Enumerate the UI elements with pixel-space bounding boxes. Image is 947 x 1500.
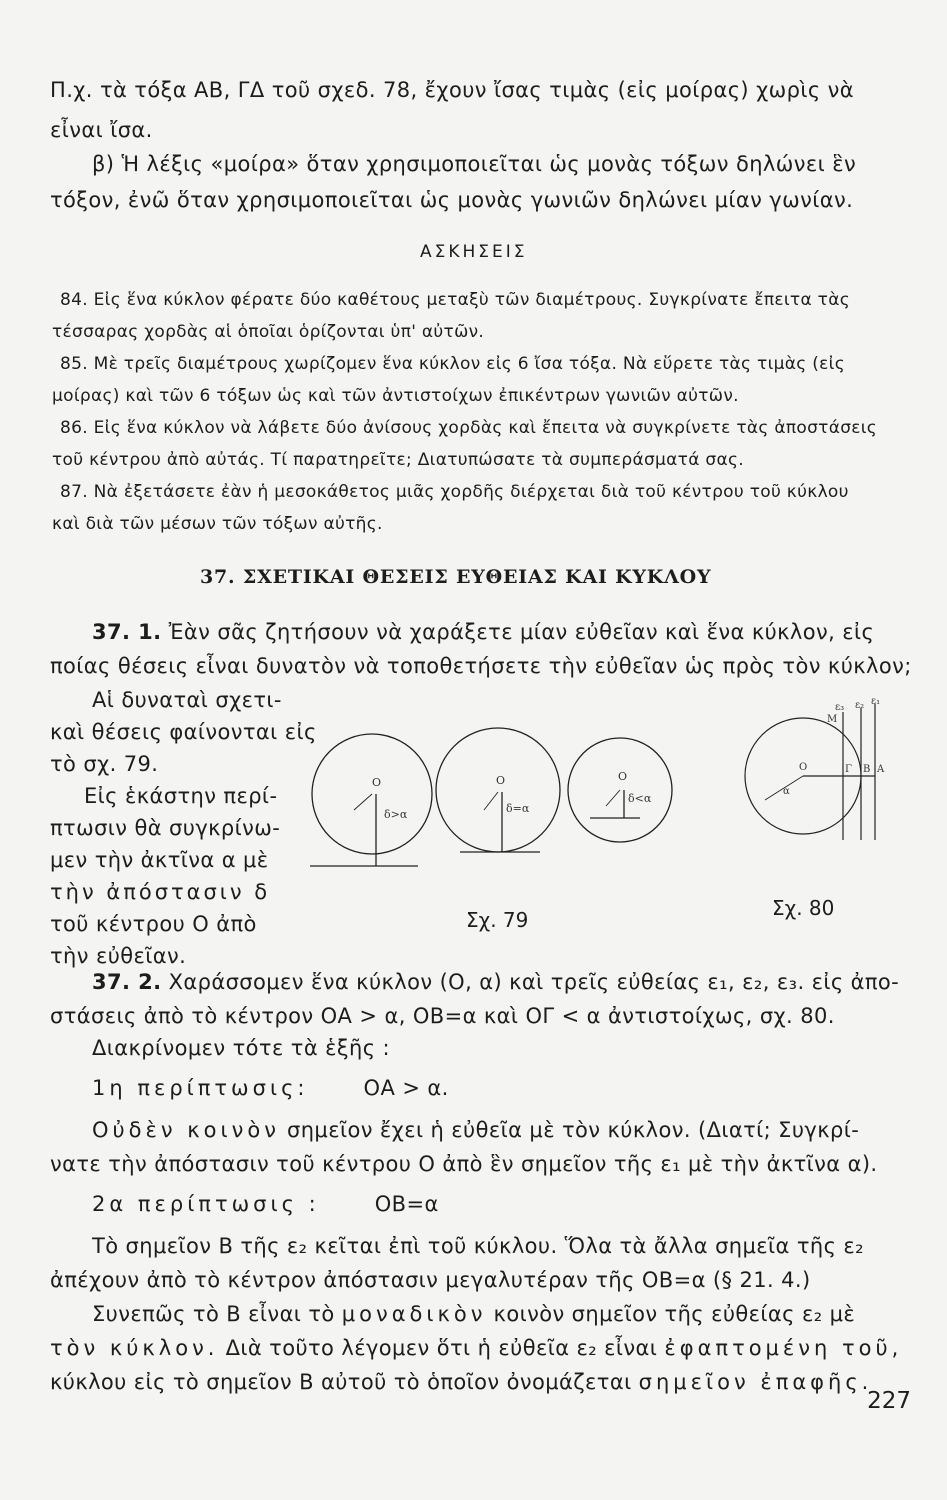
intro-line-4: τόξον, ἐνῶ ὅταν χρησιμοποιεῖται ὡς μονὰς γωνιῶν δηλώνει μίαν γωνίαν. [50,188,854,212]
case-2-line-4-emphasis-2: ἐφαπτομένη τοῦ, [664,1336,903,1360]
paragraph-37-1-line-2: ποίας θέσεις εἶναι δυνατὸν νὰ τοποθετήσετε τὴν εὐθεῖαν ὡς πρὸς τὸν κύκλον; [50,654,912,678]
exercise-85-line-1: 85. Μὲ τρεῖς διαμέτρους χωρίζομεν ἕνα κύκλον εἰς 6 ἴσα τόξα. Νὰ εὕρετε τὰς τιμὰς (εἰς [60,354,845,374]
case-1-header [92,1076,449,1100]
case-2-line-4-emphasis-1: τὸν κύκλον. [50,1336,219,1360]
case-2-line-1: Τὸ σημεῖον Β τῆς ε₂ κεῖται ἐπὶ τοῦ κύκλου. Ὅλα τὰ ἄλλα σημεῖα τῆς ε₂ [92,1234,864,1258]
fig79-radius-1 [354,794,372,810]
narrow-line-8: τοῦ κέντρου Ο ἀπὸ [50,912,257,936]
paragraph-37-1-line-1: Ἐὰν σᾶς ζητήσουν νὰ χαράξετε μίαν εὐθεῖαν καὶ ἕνα κύκλον, εἰς [168,620,875,644]
case-2-line-5-emphasis: σημεῖον ἐπαφῆς. [638,1370,873,1394]
fig80-label-B: Β [863,764,871,775]
narrow-line-9: τὴν εὐθεῖαν. [50,944,187,968]
exercise-86-line-1: 86. Εἰς ἕνα κύκλον νὰ λάβετε δύο ἀνίσους χορδὰς καὶ ἔπειτα νὰ συγκρίνετε τὰς ἀποστάσεις [60,418,878,438]
case-2-line-5 [50,1370,872,1394]
paragraph-37-2-line-1: Χαράσσομεν ἕνα κύκλον (Ο, α) καὶ τρεῖς εὐθείας ε₁, ε₂, ε₃. εἰς ἀπο- [168,970,900,994]
narrow-line-5: πτωσιν θὰ συγκρίνω- [50,816,281,840]
fig79-label-O-3: Ο [618,770,628,783]
narrow-line-3: τὸ σχ. 79. [50,752,159,776]
narrow-line-6: μεν τὴν ἀκτῖνα α μὲ [50,848,269,872]
fig80-label-e1: ε₁ [871,696,881,707]
fig79-radius-2 [484,792,498,810]
fig80-label-G: Γ [845,764,852,775]
exercise-84-line-2: τέσσαρας χορδὰς αἱ ὁποῖαι ὁρίζονται ὑπ' αὐτῶν. [52,322,485,342]
case-2-line-5-text: κύκλου εἰς τὸ σημεῖον Β αὐτοῦ τὸ ὁποῖον ὀνομάζεται [50,1370,632,1394]
case-2-label: 2α περίπτωσις : [92,1192,320,1216]
case-1-label: 1η περίπτωσις: [92,1076,309,1100]
case-2-formula: ΟΒ=α [374,1192,439,1216]
paragraph-37-2 [92,970,899,994]
exercise-87-line-2: καὶ διὰ τῶν μέσων τῶν τόξων αὐτῆς. [52,514,383,534]
intro-line-1: Π.χ. τὰ τόξα ΑΒ, ΓΔ τοῦ σχεδ. 78, ἔχουν ἴσας τιμὰς (εἰς μοίρας) χωρὶς νὰ [50,78,855,102]
exercise-85-line-2: μοίρας) καὶ τῶν 6 τόξων ὡς καὶ τῶν ἀντιστοίχων ἐπικέντρων γωνιῶν αὐτῶν. [52,386,739,406]
figure-79 [300,718,652,878]
fig80-label-M: Μ [827,714,838,725]
narrow-line-1: Αἱ δυναταὶ σχετι- [92,688,282,712]
case-2-header [92,1192,439,1216]
paragraph-37-2-line-2: στάσεις ἀπὸ τὸ κέντρον ΟΑ > α, ΟΒ=α καὶ ΟΓ < α ἀντιστοίχως, σχ. 80. [50,1004,835,1028]
case-2-line-3-emphasis: μοναδικὸν [341,1302,487,1326]
narrow-line-4: Εἰς ἑκάστην περί- [84,784,278,808]
page-number: 227 [867,1388,911,1414]
fig79-label-O-2: Ο [496,774,506,787]
intro-line-2: εἶναι ἴσα. [50,118,153,142]
narrow-line-2: καὶ θέσεις φαίνονται εἰς [50,720,317,744]
fig80-label-a: α [783,786,790,797]
fig79-circle-2 [436,728,560,852]
fig80-label-A: Α [877,764,885,775]
paragraph-37-2-number: 37. 2. [92,970,162,994]
paragraph-37-1-number: 37. 1. [92,620,162,644]
case-1-line-2: νατε τὴν ἀπόστασιν τοῦ κέντρου Ο ἀπὸ ἓν σημεῖον τῆς ε₁ μὲ τὴν ἀκτῖνα α). [50,1152,878,1176]
narrow-line-7: τὴν ἀπόστασιν δ [50,880,271,904]
fig79-radius-3 [606,790,620,806]
figure-80 [725,696,895,860]
case-2-line-3-part-1: Συνεπῶς τὸ Β εἶναι τὸ [92,1302,335,1326]
exercise-86-line-2: τοῦ κέντρου ἀπὸ αὐτάς. Τί παρατηρεῖτε; Διατυπώσατε τὰ συμπεράσματά σας. [52,450,744,470]
exercise-84-line-1: 84. Εἰς ἕνα κύκλον φέρατε δύο καθέτους μεταξὺ τῶν διαμέτρους. Συγκρίνατε ἔπειτα τὰς [60,290,850,310]
exercises-title: ΑΣΚΗΣΕΙΣ [420,242,528,262]
intro-line-3: β) Ἡ λέξις «μοίρα» ὅταν χρησιμοποιεῖται ὡς μονὰς τόξων δηλώνει ἓν [92,152,857,176]
case-2-line-3-part-2: κοινὸν σημεῖον τῆς εὐθείας ε₂ μὲ [493,1302,856,1326]
exercise-87-line-1: 87. Νὰ ἐξετάσετε ἐὰν ἡ μεσοκάθετος μιᾶς χορδῆς διέρχεται διὰ τοῦ κέντρου τοῦ κύκλου [60,482,849,502]
case-2-line-4-text: Διὰ τοῦτο λέγομεν ὅτι ἡ εὐθεῖα ε₂ εἶναι [225,1336,658,1360]
case-1-formula: ΟΑ > α. [363,1076,449,1100]
case-2-line-4 [50,1336,902,1360]
case-1-text: σημεῖον ἔχει ἡ εὐθεῖα μὲ τὸν κύκλον. (Διατί; Συγκρί- [287,1118,860,1142]
fig79-label-d-eq: δ=α [506,802,530,815]
case-2-line-2: ἀπέχουν ἀπὸ τὸ κέντρον ἀπόστασιν μεγαλυτέραν τῆς ΟΒ=α (§ 21. 4.) [50,1268,811,1292]
fig80-label-e3: ε₃ [835,702,845,713]
fig80-label-O: Ο [799,762,808,773]
paragraph-37-2-line-3: Διακρίνομεν τότε τὰ ἑξῆς : [92,1036,390,1060]
section-heading: 37. ΣΧΕΤΙΚΑΙ ΘΕΣΕΙΣ ΕΥΘΕΙΑΣ ΚΑΙ ΚΥΚΛΟΥ [200,566,712,588]
case-1-line-1 [92,1118,859,1142]
case-2-line-3 [92,1302,855,1326]
fig79-label-O-1: Ο [372,776,382,789]
paragraph-37-1 [92,620,874,644]
figure-80-caption: Σχ. 80 [772,896,835,920]
case-1-emphasis: Οὐδὲν κοινὸν [92,1118,280,1142]
figure-79-caption: Σχ. 79 [466,908,529,932]
fig79-label-d-lt: δ<α [628,792,652,805]
fig79-label-d-gt: δ>α [384,808,408,821]
fig80-label-e2: ε₂ [855,700,865,711]
